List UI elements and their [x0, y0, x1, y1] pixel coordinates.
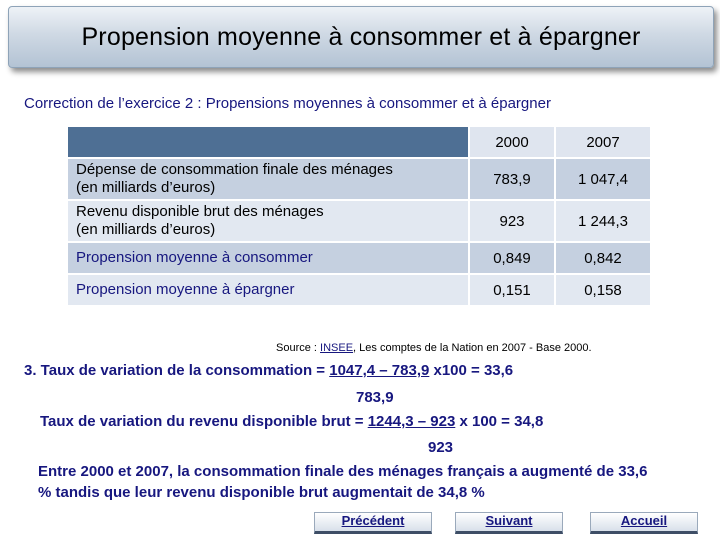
- table-cell: 0,158: [555, 274, 650, 305]
- table-row: [68, 158, 650, 200]
- calc-consumption: [24, 362, 513, 379]
- calc-label: Taux de variation du revenu disponible brut =: [40, 413, 368, 430]
- table-cell: 1 244,3: [555, 200, 650, 242]
- calc-numerator: 1047,4 – 783,9: [329, 362, 430, 379]
- row-label-line: Dépense de consommation finale des ménages: [76, 161, 393, 178]
- calc-income: [40, 413, 543, 430]
- source-suffix: , Les comptes de la Nation en 2007 - Base 2000.: [353, 342, 592, 354]
- title-banner: [8, 6, 714, 68]
- conclusion-line: % tandis que leur revenu disponible brut augmentait de 34,8 %: [38, 484, 485, 501]
- source-prefix: Source :: [276, 342, 321, 354]
- table-cell: 783,9: [469, 158, 555, 200]
- calc-suffix: x100 = 33,6: [429, 362, 514, 379]
- conclusion-line: Entre 2000 et 2007, la consommation finale des ménages français a augmenté de 33,6: [38, 463, 648, 480]
- table-cell: 0,849: [469, 242, 555, 274]
- source-link[interactable]: INSEE: [320, 342, 354, 354]
- calc-suffix: x 100 = 34,8: [455, 413, 544, 430]
- table-header-label-cell: [68, 127, 469, 158]
- row-label-line: Revenu disponible brut des ménages: [76, 203, 324, 220]
- table-cell: 0,842: [555, 242, 650, 274]
- table-cell: 1 047,4: [555, 158, 650, 200]
- row-label: Propension moyenne à épargner: [68, 274, 469, 305]
- row-label: [68, 200, 469, 242]
- table-cell: 0,151: [469, 274, 555, 305]
- previous-button[interactable]: Précédent: [314, 512, 432, 534]
- table-row: [68, 200, 650, 242]
- row-label-line: (en milliards d’euros): [76, 179, 216, 196]
- row-label: Propension moyenne à consommer: [68, 242, 469, 274]
- data-table: [68, 127, 650, 305]
- next-button[interactable]: Suivant: [455, 512, 563, 534]
- year-header: 2007: [555, 127, 650, 158]
- calc-denominator: 783,9: [356, 389, 394, 406]
- calc-denominator: 923: [428, 439, 454, 456]
- calc-numerator: 1244,3 – 923: [367, 413, 456, 430]
- table-header-row: [68, 127, 650, 158]
- year-header: 2000: [469, 127, 555, 158]
- source-note: [276, 342, 592, 354]
- home-button[interactable]: Accueil: [590, 512, 698, 534]
- row-label-line: (en milliards d’euros): [76, 221, 216, 238]
- table-row: [68, 242, 650, 274]
- row-label: [68, 158, 469, 200]
- page-title: Propension moyenne à consommer et à épargner: [81, 22, 641, 51]
- calc-label: 3. Taux de variation de la consommation =: [24, 362, 330, 379]
- subtitle: Correction de l’exercice 2 : Propensions moyennes à consommer et à épargner: [24, 95, 551, 112]
- table-cell: 923: [469, 200, 555, 242]
- table-row: [68, 274, 650, 305]
